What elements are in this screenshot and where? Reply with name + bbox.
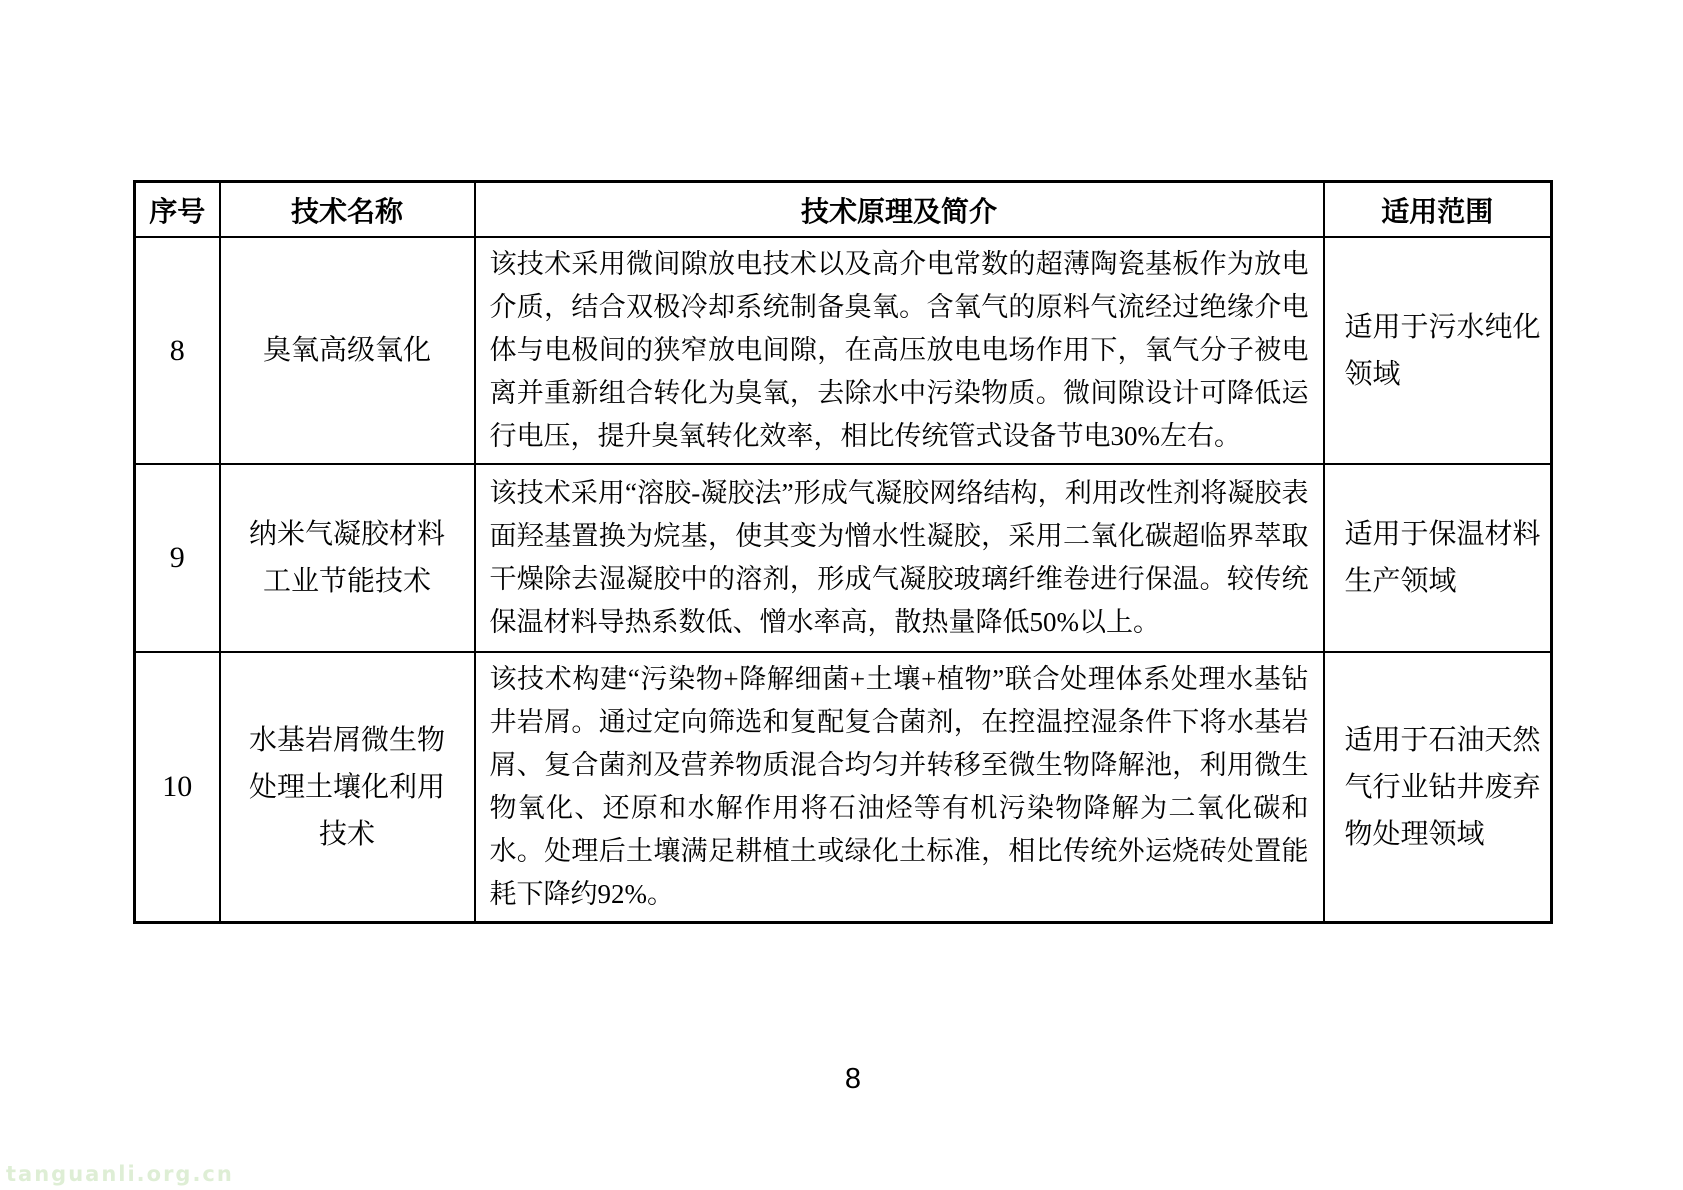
technology-table <box>133 180 1553 924</box>
row-tech-name: 水基岩屑微生物处理土壤化利用技术 <box>220 652 475 923</box>
header-principle: 技术原理及简介 <box>475 182 1324 238</box>
row-scope: 适用于污水纯化领域 <box>1324 237 1552 464</box>
row-index: 8 <box>135 237 220 464</box>
row-description: 该技术构建“污染物+降解细菌+土壤+植物”联合处理体系处理水基钻井岩屑。通过定向筛选和复配复合菌剂，在控温控湿条件下将水基岩屑、复合菌剂及营养物质混合均匀并转移至微生物降解池，利用微生物氧化、还原和水解作用将石油烃等有机污染物降解为二氧化碳和水。处理后土壤满足耕植土或绿化土标准，相比传统外运烧砖处置能耗下降约92%。 <box>475 652 1324 923</box>
row-scope: 适用于石油天然气行业钻井废弃物处理领域 <box>1324 652 1552 923</box>
watermark: tanguanli.org.cn <box>6 1162 234 1186</box>
table-row <box>135 237 1552 464</box>
header-index: 序号 <box>135 182 220 238</box>
table-row <box>135 652 1552 923</box>
row-scope: 适用于保温材料生产领域 <box>1324 464 1552 652</box>
row-tech-name: 纳米气凝胶材料工业节能技术 <box>220 464 475 652</box>
row-index: 10 <box>135 652 220 923</box>
header-tech-name: 技术名称 <box>220 182 475 238</box>
row-description: 该技术采用“溶胶-凝胶法”形成气凝胶网络结构，利用改性剂将凝胶表面羟基置换为烷基，使其变为憎水性凝胶，采用二氧化碳超临界萃取干燥除去湿凝胶中的溶剂，形成气凝胶玻璃纤维卷进行保温。较传统保温材料导热系数低、憎水率高，散热量降低50%以上。 <box>475 464 1324 652</box>
table-row <box>135 464 1552 652</box>
row-tech-name: 臭氧高级氧化 <box>220 237 475 464</box>
page-number: 8 <box>844 1063 862 1095</box>
header-scope: 适用范围 <box>1324 182 1552 238</box>
row-description: 该技术采用微间隙放电技术以及高介电常数的超薄陶瓷基板作为放电介质，结合双极冷却系统制备臭氧。含氧气的原料气流经过绝缘介电体与电极间的狭窄放电间隙，在高压放电电场作用下，氧气分子被电离并重新组合转化为臭氧，去除水中污染物质。微间隙设计可降低运行电压，提升臭氧转化效率，相比传统管式设备节电30%左右。 <box>475 237 1324 464</box>
row-index: 9 <box>135 464 220 652</box>
table-header-row <box>135 182 1552 238</box>
